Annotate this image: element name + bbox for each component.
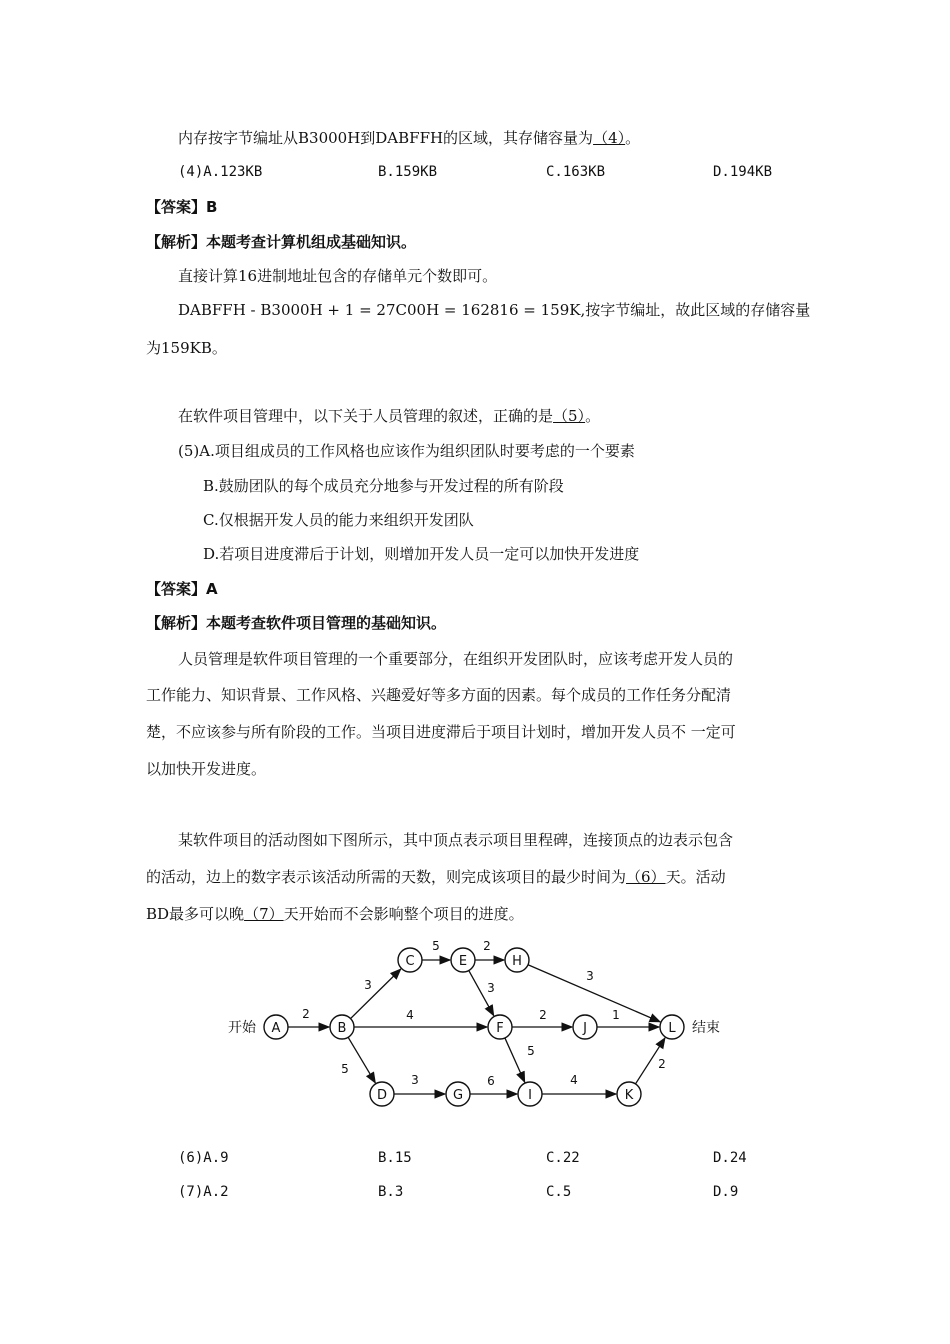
edge-weight-b-f: 4 [406,1008,414,1022]
q6-blank: （6） [626,868,666,886]
q4-analysis-line-1: 直接计算16进制地址包含的存储单元个数即可。 [178,267,498,285]
node-label-e: E [458,954,468,969]
edge-weight-d-g: 3 [411,1073,419,1087]
edge-weight-g-i: 6 [487,1074,495,1088]
q7-option-b: B.3 [378,1184,404,1200]
node-label-k: K [624,1088,634,1103]
node-label-d: D [376,1088,388,1103]
q5-analysis-line-4: 以加快开发进度。 [146,760,267,778]
node-label-l: L [668,1021,676,1036]
edge-weight-b-d: 5 [341,1062,349,1076]
q6-option-d: D.24 [713,1150,747,1166]
edge-weight-e-h: 2 [483,939,491,953]
q7-option-c: C.5 [546,1184,572,1200]
q5-answer-label: 【答案】 [146,580,207,598]
q4-option-c: C.163KB [546,164,606,180]
edge-b-c [351,969,401,1018]
edge-weight-h-l: 3 [586,969,594,983]
diagram-end-label: 结束 [692,1020,720,1036]
q4-stem-text: 内存按字节编址从B3000H到DABFFH的区域，其存储容量为 [178,129,594,147]
q67-stem-line-3-text: BD最多可以晚 [146,905,245,923]
q67-stem-line-2-end: 天。活动 [665,868,726,886]
q5-analysis-line-1: 人员管理是软件项目管理的一个重要部分，在组织开发团队时，应该考虑开发人员的 [178,650,734,668]
node-label-h: H [512,954,522,969]
q5-analysis-line-3: 楚，不应该参与所有阶段的工作。当项目进度滞后于项目计划时，增加开发人员不 一定可 [146,723,736,741]
node-label-j: J [583,1021,587,1036]
diagram-start-label: 开始 [228,1020,256,1036]
edge-f-i [505,1038,525,1082]
q5-analysis-line-2: 工作能力、知识背景、工作风格、兴趣爱好等多方面的因素。每个成员的工作任务分配清 [146,686,732,704]
q4-analysis-line-3: 为159KB。 [146,339,227,357]
q5-option-a: (5)A.项目组成员的工作风格也应该作为组织团队时要考虑的一个要素 [178,442,635,460]
q5-blank: （5） [553,407,586,425]
q6-option-b: B.15 [378,1150,412,1166]
node-label-a: A [271,1021,281,1036]
q4-analysis-label: 【解析】 [146,233,207,251]
q4-stem-end: 。 [625,129,641,147]
q67-stem-line-3-end: 天开始而不会影响整个项目的进度。 [283,905,524,923]
q5-stem-end: 。 [585,407,601,425]
q7-option-a: (7)A.2 [178,1184,229,1200]
node-label-g: G [452,1088,464,1103]
q67-stem-line-2-text: 的活动，边上的数字表示该活动所需的天数，则完成该项目的最少时间为 [146,868,627,886]
q4-blank: （4） [593,129,626,147]
edge-b-d [348,1037,375,1083]
q5-analysis-title: 本题考查软件项目管理的基础知识。 [206,614,447,632]
q4-option-a: (4)A.123KB [178,164,263,180]
edge-weight-j-l: 1 [612,1008,620,1022]
q67-stem-line-1: 某软件项目的活动图如下图所示，其中顶点表示项目里程碑，连接顶点的边表示包含 [178,831,734,849]
node-label-i: I [528,1088,532,1103]
node-label-f: F [496,1021,504,1036]
edge-weight-f-j: 2 [539,1008,547,1022]
q5-analysis-label: 【解析】 [146,614,207,632]
q5-option-b: B.鼓励团队的每个成员充分地参与开发过程的所有阶段 [203,477,564,495]
q5-option-d: D.若项目进度滞后于计划，则增加开发人员一定可以加快开发进度 [203,545,640,563]
q4-answer-label: 【答案】 [146,198,207,216]
edge-weight-i-k: 4 [570,1073,578,1087]
q5-stem-text: 在软件项目管理中，以下关于人员管理的叙述，正确的是 [178,407,554,425]
node-label-b: B [337,1021,347,1036]
node-label-c: C [405,954,415,969]
q4-analysis-line-2: DABFFH - B3000H + 1 = 27C00H = 162816 = 159K,按字节编址，故此区域的存储容量 [178,301,811,319]
q7-blank: （7） [244,905,284,923]
q4-option-d: D.194KB [713,164,773,180]
q5-option-c: C.仅根据开发人员的能力来组织开发团队 [203,511,474,529]
edge-weight-a-b: 2 [302,1007,310,1021]
edge-weight-f-i: 5 [527,1044,535,1058]
edge-weight-c-e: 5 [432,939,440,953]
q5-answer-value: A [206,580,218,598]
q4-answer-value: B [206,198,218,216]
edge-h-l [528,965,660,1022]
edge-weight-e-f: 3 [487,981,495,995]
q7-option-d: D.9 [713,1184,739,1200]
q6-option-c: C.22 [546,1150,580,1166]
edge-weight-k-l: 2 [658,1057,666,1071]
edge-weight-b-c: 3 [364,978,372,992]
q4-analysis-title: 本题考查计算机组成基础知识。 [206,233,417,251]
q6-option-a: (6)A.9 [178,1150,229,1166]
q4-option-b: B.159KB [378,164,438,180]
